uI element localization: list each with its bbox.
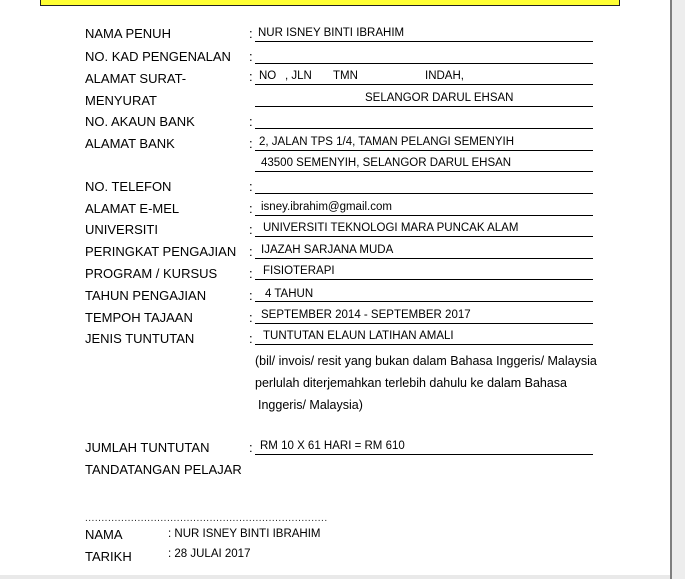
note-line-2: perlulah diterjemahkan terlebih dahulu ke dalam Bahasa <box>255 376 568 390</box>
value-peringkat: IJAZAH SARJANA MUDA <box>261 244 394 256</box>
underline <box>255 106 593 107</box>
colon: : <box>249 69 253 84</box>
value-tempoh: SEPTEMBER 2014 - SEPTEMBER 2017 <box>261 309 471 321</box>
note-line-1: (bil/ invois/ resit yang bukan dalam Bahasa Inggeris/ Malaysia <box>255 354 597 368</box>
value-jenis: TUNTUTAN ELAUN LATIHAN AMALI <box>263 330 454 342</box>
value-nama: : NUR ISNEY BINTI IBRAHIM <box>168 528 321 540</box>
underline <box>255 454 593 455</box>
colon: : <box>249 179 253 194</box>
value-nama-penuh: NUR ISNEY BINTI IBRAHIM <box>258 27 405 39</box>
label-tempoh: TEMPOH TAJAAN <box>85 310 193 325</box>
label-nama: NAMA <box>85 527 123 542</box>
label-no-telefon: NO. TELEFON <box>85 179 172 194</box>
value-alamat-no: NO <box>259 70 277 82</box>
value-universiti: UNIVERSITI TEKNOLOGI MARA PUNCAK ALAM <box>263 222 519 234</box>
value-tahun: 4 TAHUN <box>265 288 314 300</box>
value-jumlah: RM 10 X 61 HARI = RM 610 <box>260 440 405 452</box>
colon: : <box>249 26 253 41</box>
underline <box>255 150 593 151</box>
value-program: FISIOTERAPI <box>263 265 335 277</box>
underline <box>255 258 593 259</box>
value-alamat-bank-line1: 2, JALAN TPS 1/4, TAMAN PELANGI SEMENYIH <box>259 136 514 148</box>
label-universiti: UNIVERSITI <box>85 222 158 237</box>
label-nama-penuh: NAMA PENUH <box>85 26 171 41</box>
underline <box>255 128 593 129</box>
label-tarikh: TARIKH <box>85 549 132 564</box>
value-alamat-bank-line2: 43500 SEMENYIH, SELANGOR DARUL EHSAN <box>261 157 512 169</box>
colon: : <box>249 114 253 129</box>
colon: : <box>249 244 253 259</box>
label-peringkat: PERINGKAT PENGAJIAN <box>85 244 237 259</box>
underline <box>255 301 593 302</box>
underline <box>255 171 593 172</box>
colon: : <box>249 201 253 216</box>
underline <box>255 279 593 280</box>
underline <box>255 193 593 194</box>
page-bottom-edge <box>0 575 670 579</box>
signature-dotted-line: .......................................................................... <box>85 513 328 524</box>
value-alamat-line2: SELANGOR DARUL EHSAN <box>365 92 514 104</box>
underline <box>255 84 593 85</box>
underline <box>255 344 593 345</box>
label-alamat-bank: ALAMAT BANK <box>85 136 175 151</box>
page-margin <box>672 0 685 579</box>
colon: : <box>249 136 253 151</box>
label-jumlah: JUMLAH TUNTUTAN <box>85 440 210 455</box>
underline <box>255 63 593 64</box>
underline <box>255 323 593 324</box>
colon: : <box>249 266 253 281</box>
label-jenis: JENIS TUNTUTAN <box>85 331 195 346</box>
colon: : <box>249 288 253 303</box>
note-line-3: Inggeris/ Malaysia) <box>258 398 363 412</box>
underline <box>255 41 593 42</box>
value-tarikh: : 28 JULAI 2017 <box>168 548 251 560</box>
colon: : <box>249 331 253 346</box>
underline <box>255 215 593 216</box>
label-no-kad: NO. KAD PENGENALAN <box>85 49 231 64</box>
label-menyurat: MENYURAT <box>85 93 157 108</box>
value-alamat-indah: INDAH, <box>425 70 464 82</box>
colon: : <box>249 222 253 237</box>
label-tahun: TAHUN PENGAJIAN <box>85 288 207 303</box>
label-alamat-surat: ALAMAT SURAT- <box>85 71 187 86</box>
colon: : <box>249 49 253 64</box>
colon: : <box>249 310 253 325</box>
underline <box>255 236 593 237</box>
label-alamat-emel: ALAMAT E-MEL <box>85 201 180 216</box>
colon: : <box>249 440 253 455</box>
value-alamat-emel: isney.ibrahim@gmail.com <box>261 201 392 213</box>
value-alamat-jln: , JLN <box>285 70 312 82</box>
label-no-akaun: NO. AKAUN BANK <box>85 114 195 129</box>
value-alamat-tmn: TMN <box>333 70 358 82</box>
label-program: PROGRAM / KURSUS <box>85 266 218 281</box>
label-tandatangan: TANDATANGAN PELAJAR <box>85 462 242 477</box>
header-highlight-box <box>40 0 620 6</box>
